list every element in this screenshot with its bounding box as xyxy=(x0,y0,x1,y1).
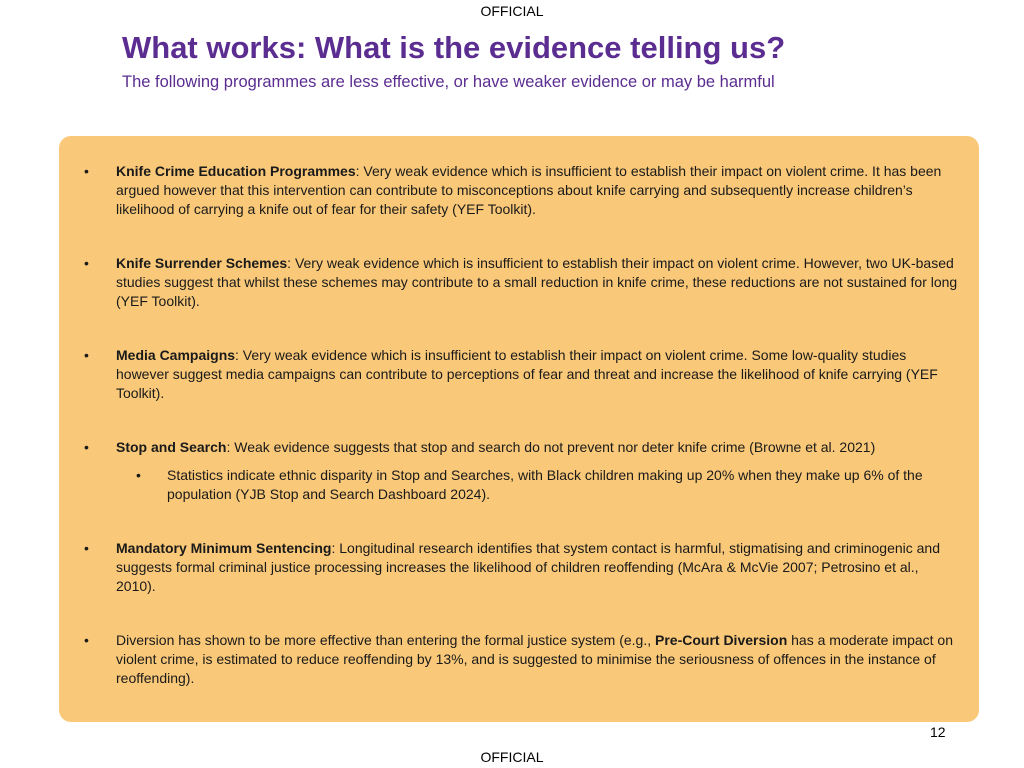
page-number: 12 xyxy=(930,724,946,740)
slide-subtitle: The following programmes are less effective, or have weaker evidence or may be harmful xyxy=(122,73,775,91)
classification-marking-bottom: OFFICIAL xyxy=(480,749,544,765)
bullet-body: : Very weak evidence which is insufficient to establish their impact on violent crime. However, two UK-based studies suggest that whilst these schemes may contribute to a small reduction in knife crime, these reductions are not sustained for long (YEF Toolkit). xyxy=(116,255,958,309)
bullet-heading: Knife Surrender Schemes xyxy=(116,255,288,271)
slide-title: What works: What is the evidence telling us? xyxy=(122,30,786,65)
bullet-icon: • xyxy=(84,347,89,363)
evidence-panel xyxy=(59,136,979,722)
bullet-heading: Knife Crime Education Programmes xyxy=(116,163,356,179)
bullet-body-after: has a moderate impact on violent crime, is estimated to reduce reoffending by 13%, and is suggested to minimise the seriousness of offences in the instance of reoffending). xyxy=(116,632,954,686)
bullet-text xyxy=(116,438,961,457)
bullet-text xyxy=(116,631,961,688)
bullet-icon: • xyxy=(84,540,89,556)
bullet-icon: • xyxy=(84,632,89,648)
bullet-text xyxy=(116,162,961,219)
bullet-icon: • xyxy=(84,163,89,179)
bullet-body: : Weak evidence suggests that stop and search do not prevent nor deter knife crime (Browne et al. 2021) xyxy=(226,439,876,455)
bullet-heading: Media Campaigns xyxy=(116,347,236,363)
bullet-icon: • xyxy=(84,255,89,271)
bullet-text xyxy=(116,254,961,311)
bullet-body: : Very weak evidence which is insufficient to establish their impact on violent crime. Some low-quality studies however suggest media campaigns can contribute to perceptions of fear and threat and increase the likelihood of knife carrying (YEF Toolkit). xyxy=(116,347,938,401)
bullet-body: : Longitudinal research identifies that system contact is harmful, stigmatising and criminogenic and suggests formal criminal justice processing increases the likelihood of children reoffending (McAra & McVie 2007; Petrosino et al., 2010). xyxy=(116,540,940,594)
bullet-heading: Pre-Court Diversion xyxy=(655,632,788,648)
bullet-icon: • xyxy=(136,467,141,483)
bullet-body: : Very weak evidence which is insufficient to establish their impact on violent crime. It has been argued however that this intervention can contribute to misconceptions about knife carrying and subsequently increase children’s likelihood of carrying a knife out of fear for their safety (YEF Toolkit). xyxy=(116,163,942,217)
bullet-icon: • xyxy=(84,439,89,455)
bullet-heading: Stop and Search xyxy=(116,439,227,455)
sub-bullet-text: Statistics indicate ethnic disparity in Stop and Searches, with Black children making up 20% when they make up 6% of the population (YJB Stop and Search Dashboard 2024). xyxy=(167,467,923,502)
classification-marking-top: OFFICIAL xyxy=(480,3,544,19)
bullet-body-before: Diversion has shown to be more effective than entering the formal justice system (e.g., xyxy=(116,632,655,648)
bullet-heading: Mandatory Minimum Sentencing xyxy=(116,540,332,556)
bullet-text xyxy=(116,539,961,596)
bullet-text xyxy=(116,346,961,403)
